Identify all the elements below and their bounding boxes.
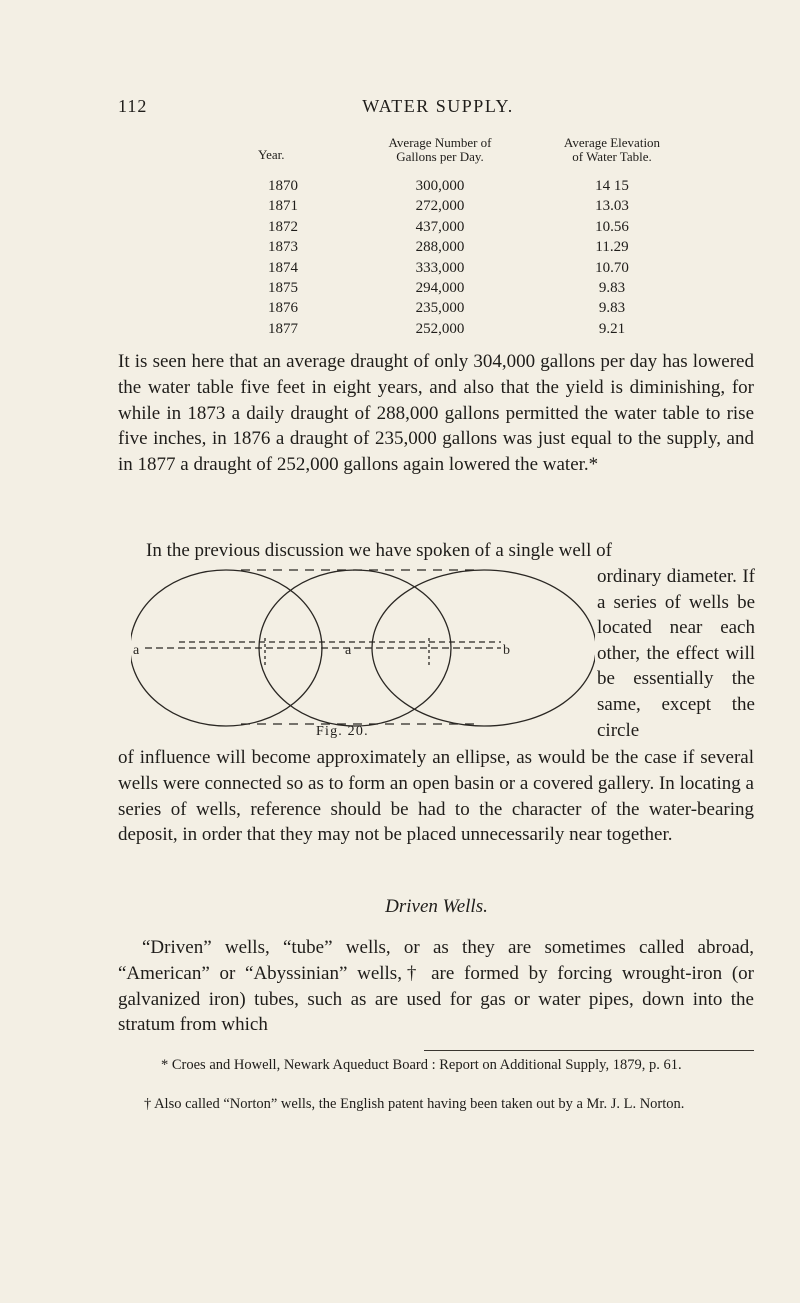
- table-header-row: [230, 136, 750, 178]
- header-gallons: [340, 136, 540, 164]
- running-header: [118, 96, 758, 120]
- cell-year: 1877: [268, 320, 298, 337]
- cell-elevation: 11.29: [595, 239, 629, 256]
- table-row: [230, 178, 750, 198]
- header-elevation-line1: Average Elevation: [563, 135, 661, 150]
- footnote-1: * Croes and Howell, Newark Aqueduct Board : Report on Additional Supply, 1879, p. 61.: [161, 1057, 682, 1073]
- cell-gallons: 252,000: [415, 320, 465, 337]
- header-gallons-line1: Average Number of: [388, 135, 492, 150]
- cell-gallons: 235,000: [415, 300, 465, 317]
- cell-year: 1871: [268, 198, 298, 215]
- cell-year: 1870: [268, 178, 298, 194]
- figure-label-a-middle: a: [345, 643, 352, 658]
- header-elevation: [512, 136, 712, 164]
- table-row: [230, 321, 750, 341]
- cell-year: 1872: [268, 218, 298, 235]
- figure-20-diagram: [131, 562, 595, 727]
- cell-elevation: 10.56: [595, 218, 629, 235]
- cell-elevation: 10.70: [595, 259, 629, 276]
- paragraph-driven-wells: “Driven” wells, “tube” wells, or as they are sometimes called abroad, “American” or “Abyssinian” wells,† are formed by forcing wrought-iron (or galvanized iron) tubes, such as are used for gas or water pipes, down into the stratum from which: [118, 937, 754, 1036]
- cell-gallons: 288,000: [415, 239, 465, 256]
- paragraph-series-wells-side: ordinary diameter. If a series of wells be located near each other, the effect will be essentially the same, except the circle: [597, 566, 755, 741]
- header-year: Year.: [258, 147, 285, 162]
- footnote-2: † Also called “Norton” wells, the English patent having been taken out by a Mr. J. L. Norton.: [144, 1096, 685, 1112]
- running-title: WATER SUPPLY.: [362, 96, 514, 116]
- table-row: [230, 300, 750, 320]
- cell-gallons: 333,000: [415, 259, 465, 276]
- cell-gallons: 294,000: [415, 279, 465, 296]
- figure-label-a-left: a: [133, 643, 140, 658]
- cell-year: 1875: [268, 279, 298, 296]
- paragraph-series-wells-rest: of influence will become approximately an ellipse, as would be the case if several wells were connected so as to form an open basin or a covered gallery. In locating a series of wells, reference should be had to the character of the water-bearing deposit, in order that they may not be placed unnecessarily near together.: [118, 747, 754, 846]
- circle-of-influence-right: [372, 570, 595, 726]
- figure-label-b-right: b: [503, 643, 510, 658]
- table-row: [230, 219, 750, 239]
- header-elevation-line2: of Water Table.: [572, 149, 652, 164]
- cell-year: 1874: [268, 259, 298, 276]
- figure-caption: Fig. 20.: [316, 724, 369, 739]
- page-number: 112: [118, 96, 148, 116]
- cell-gallons: 272,000: [415, 198, 465, 215]
- cell-gallons: 437,000: [415, 218, 465, 235]
- header-gallons-line2: Gallons per Day.: [396, 149, 484, 164]
- cell-year: 1876: [268, 300, 298, 317]
- cell-elevation: 14 15: [595, 178, 629, 194]
- cell-gallons: 300,000: [415, 178, 465, 194]
- footnote-rule: [424, 1050, 754, 1051]
- cell-elevation: 13.03: [595, 198, 629, 215]
- paragraph-water-table: It is seen here that an average draught of only 304,000 gallons per day has lowered the water table five feet in eight years, and also that the yield is diminishing, for while in 1873 a daily draught of 288,000 gallons permitted the water table to rise five inches, in 1876 a draught of 235,000 gallons was just equal to the supply, and in 1877 a draught of 252,000 gallons again lowered the water.*: [118, 351, 754, 476]
- table-row: [230, 239, 750, 259]
- cell-elevation: 9.21: [598, 320, 626, 337]
- table-row: [230, 260, 750, 280]
- cell-elevation: 9.83: [598, 300, 626, 317]
- paragraph-series-wells-lead: In the previous discussion we have spoken of a single well of: [146, 540, 612, 561]
- table-row: [230, 198, 750, 218]
- cell-elevation: 9.83: [598, 279, 626, 296]
- table-body: [230, 178, 750, 341]
- section-heading-driven-wells: Driven Wells.: [385, 896, 488, 917]
- water-table-data: [230, 136, 750, 341]
- table-row: [230, 280, 750, 300]
- cell-year: 1873: [268, 239, 298, 256]
